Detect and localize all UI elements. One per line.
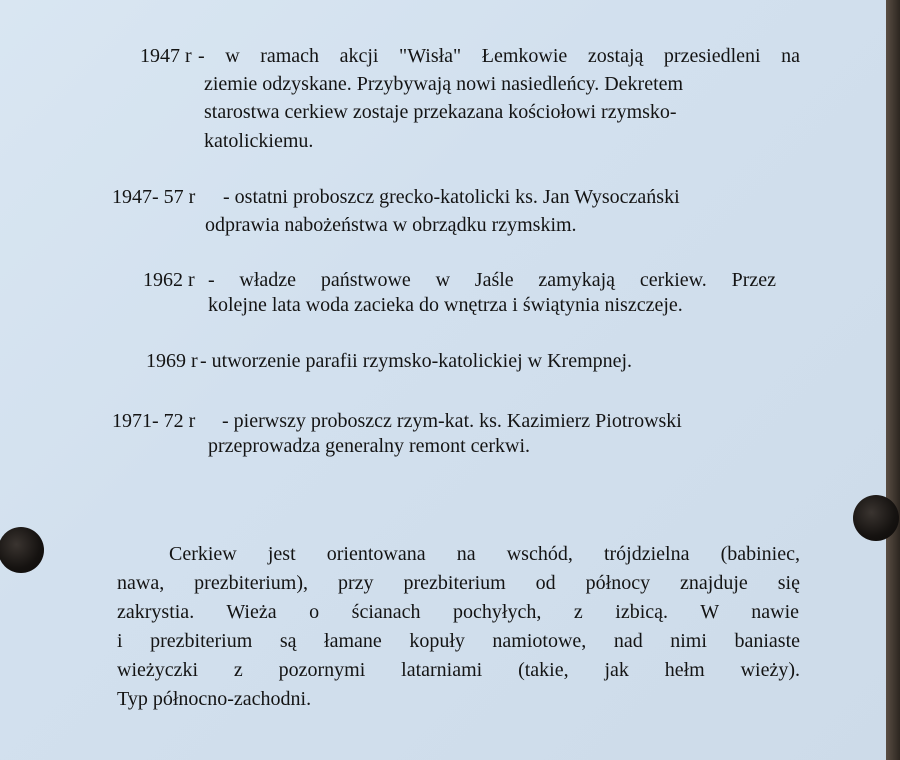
paragraph-line: nawa, prezbiterium), przy prezbiterium od północy znajduje się (117, 572, 800, 594)
entry-text-line: - pierwszy proboszcz rzym-kat. ks. Kazimierz Piotrowski (222, 410, 682, 432)
entry-text-line: starostwa cerkiew zostaje przekazana kościołowi rzymsko- (204, 101, 677, 123)
mounting-bolt-left-icon (0, 527, 44, 573)
paragraph-line: wieżyczki z pozornymi latarniami (takie, jak hełm wieży). (117, 659, 800, 681)
church-description-paragraph (117, 540, 800, 714)
entry-text-line: - w ramach akcji "Wisła" Łemkowie zostają przesiedleni na (198, 45, 800, 67)
paragraph-line: Cerkiew jest orientowana na wschód, trójdzielna (babiniec, (169, 543, 800, 565)
entry-text-line: kolejne lata woda zacieka do wnętrza i świątynia niszczeje. (208, 294, 683, 316)
entry-date: 1947 r (140, 45, 192, 67)
entry-date: 1947- 57 r (112, 186, 196, 208)
paragraph-line: i prezbiterium są łamane kopuły namiotowe, nad nimi baniaste (117, 630, 800, 652)
entry-text-line: - władze państwowe w Jaśle zamykają cerkiew. Przez (208, 269, 776, 291)
entry-date: 1969 r (146, 350, 198, 372)
entry-text-line: odprawia nabożeństwa w obrządku rzymskim. (205, 214, 577, 236)
entry-text-line: - ostatni proboszcz grecko-katolicki ks. Jan Wysoczański (223, 186, 680, 208)
entry-text-line: - utworzenie parafii rzymsko-katolickiej w Krempnej. (200, 350, 633, 372)
entry-date: 1971- 72 r (112, 410, 196, 432)
mounting-bolt-right-icon (853, 495, 899, 541)
paragraph-line: zakrystia. Wieża o ścianach pochyłych, z izbicą. W nawie (117, 601, 799, 623)
paragraph-line: Typ północno-zachodni. (117, 688, 312, 710)
board-frame-edge (886, 0, 900, 760)
entry-date: 1962 r (143, 269, 195, 291)
entry-text-line: przeprowadza generalny remont cerkwi. (208, 435, 531, 457)
entry-text-line: ziemie odzyskane. Przybywają nowi nasiedleńcy. Dekretem (204, 73, 684, 95)
entry-text-line: katolickiemu. (204, 130, 314, 152)
